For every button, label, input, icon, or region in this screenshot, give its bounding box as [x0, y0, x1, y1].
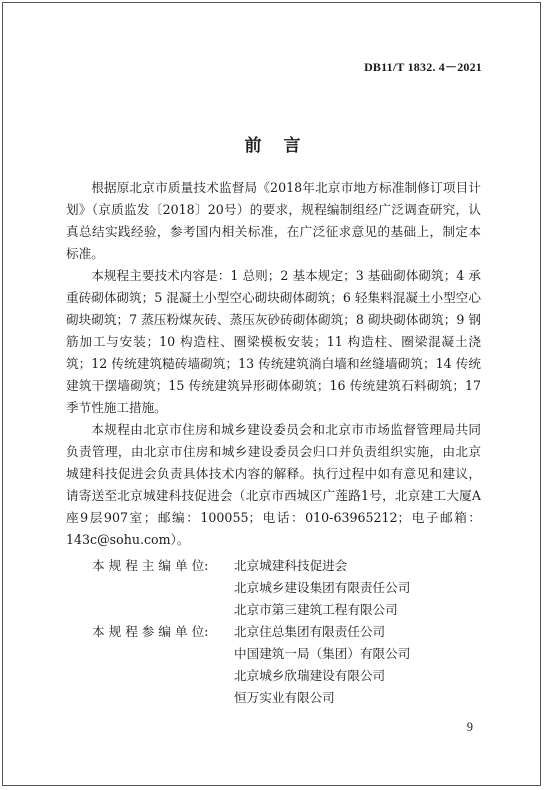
- participating-editor-unit: 恒万实业有限公司: [234, 690, 335, 705]
- chief-editor-unit: 北京城乡建设集团有限责任公司: [234, 580, 411, 595]
- document-code: DB11/T 1832. 4－2021: [364, 60, 482, 74]
- participating-editor-unit: 北京住总集团有限责任公司: [234, 624, 386, 639]
- chief-editor-label: 本 规 程 主 编 单 位:: [92, 558, 209, 573]
- editor-units: [92, 555, 410, 709]
- paragraph-management: 本规程由北京市住房和城乡建设委员会和北京市市场监督管理局共同负责管理，由北京市住房和城乡建设委员会归口并负责组织实施，由北京城建科技促进会负责具体技术内容的解释。执行过程中如有意见和建议，请寄送至北京城建科技促进会（北京市西城区广莲路1号，北京建工大厦A座9层907室；邮编：100055；电话：010-63965212；电子邮箱：143c@sohu.com）。: [66, 422, 481, 547]
- page-number: 9: [466, 720, 473, 734]
- participating-editor-unit: 中国建筑一局（集团）有限公司: [234, 646, 411, 661]
- participating-editor-unit: 北京城乡欣瑞建设有限公司: [234, 668, 386, 683]
- chief-editor-row: [92, 555, 410, 577]
- participating-editor-label: 本 规 程 参 编 单 位:: [92, 624, 209, 639]
- participating-editor-row: [92, 665, 410, 687]
- paragraph-technical-content: 本规程主要技术内容是：1 总则；2 基本规定；3 基础砌体砌筑；4 承重砖砌体砌筑；5 混凝土小型空心砌块砌体砌筑；6 轻集料混凝土小型空心砌块砌筑；7 蒸压粉煤灰砖、蒸压灰砂砖砌体砌筑；8 砌块砌体砌筑；9 钢筋加工与安装；10 构造柱、圈梁模板安装；11 构造柱、圈梁混凝土浇筑；12 传统建筑糙砖墙砌筑；13 传统建筑淌白墙和丝缝墙砌筑；14 传统建筑干摆墙砌筑；15 传统建筑异形砌体砌筑；16 传统建筑石料砌筑；17 季节性施工措施。: [66, 268, 481, 415]
- preface-body: [66, 177, 481, 551]
- participating-editor-row: [92, 643, 410, 665]
- participating-editor-row: [92, 621, 410, 643]
- chief-editor-row: [92, 577, 410, 599]
- page-title-text: 前言: [244, 136, 323, 156]
- chief-editor-unit: 北京市第三建筑工程有限公司: [234, 602, 398, 617]
- page-title: [0, 131, 545, 156]
- paragraph-basis: 根据原北京市质量技术监督局《2018年北京市地方标准制修订项目计划》（京质监发〔2018〕20号）的要求，规程编制组经广泛调查研究，认真总结实践经验，参考国内相关标准，在广泛征求意见的基础上，制定本标准。: [66, 180, 481, 261]
- participating-editor-row: [92, 687, 410, 709]
- chief-editor-row: [92, 599, 410, 621]
- chief-editor-unit: 北京城建科技促进会: [234, 558, 348, 573]
